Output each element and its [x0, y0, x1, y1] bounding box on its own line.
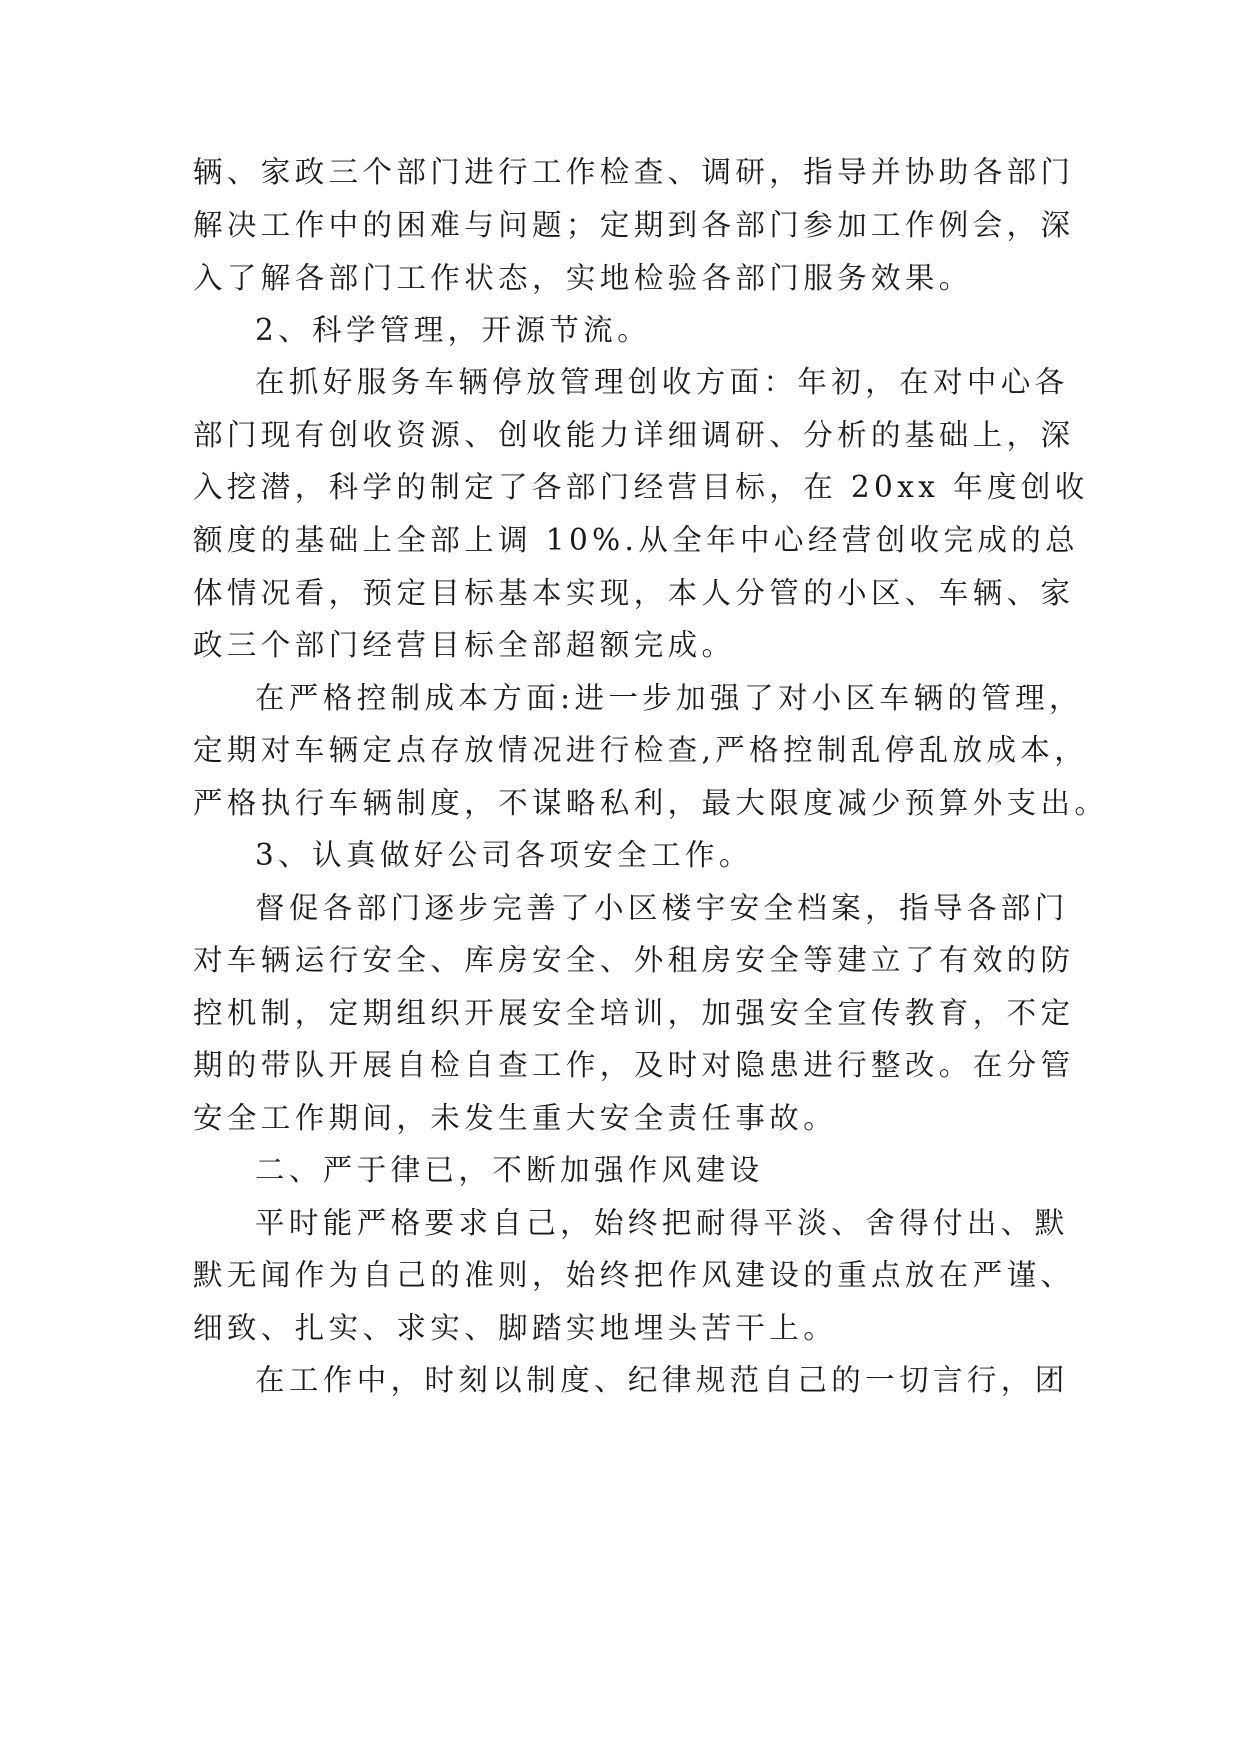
text-line: 对车辆运行安全、库房安全、外租房安全等建立了有效的防 [193, 943, 1075, 977]
text-line: 默无闻作为自己的准则，始终把作风建设的重点放在严谨、 [193, 1258, 1075, 1292]
section-heading: 二、严于律已，不断加强作风建设 [255, 1153, 764, 1187]
text-line: 细致、扎实、求实、脚踏实地埋头苦干上。 [193, 1311, 838, 1345]
text-line: 严格执行车辆制度，不谋略私利，最大限度减少预算外支出。 [193, 786, 1109, 820]
text-line: 政三个部门经营目标全部超额完成。 [193, 628, 736, 662]
text-line: 解决工作中的困难与问题；定期到各部门参加工作例会，深 [193, 208, 1075, 242]
text-line: 平时能严格要求自己，始终把耐得平淡、舍得付出、默 [255, 1206, 1069, 1240]
section-heading: 3、认真做好公司各项安全工作。 [255, 838, 753, 872]
text-line: 部门现有创收资源、创收能力详细调研、分析的基础上，深 [193, 418, 1075, 452]
text-line: 安全工作期间，未发生重大安全责任事故。 [193, 1101, 838, 1135]
text-line: 定期对车辆定点存放情况进行检查,严格控制乱停乱放成本， [193, 733, 1089, 767]
text-line: 体情况看，预定目标基本实现，本人分管的小区、车辆、家 [193, 576, 1075, 610]
text-line: 在工作中，时刻以制度、纪律规范自己的一切言行，团 [255, 1363, 1069, 1397]
text-line: 控机制，定期组织开展安全培训，加强安全宣传教育，不定 [193, 996, 1075, 1030]
text-line: 期的带队开展自检自查工作，及时对隐患进行整改。在分管 [193, 1048, 1075, 1082]
text-line: 督促各部门逐步完善了小区楼宇安全档案，指导各部门 [255, 891, 1069, 925]
text-line: 辆、家政三个部门进行工作检查、调研，指导并协助各部门 [193, 155, 1075, 189]
text-line: 额度的基础上全部上调 10%.从全年中心经营创收完成的总 [193, 523, 1080, 557]
text-line: 在抓好服务车辆停放管理创收方面：年初，在对中心各 [255, 365, 1069, 399]
text-line: 入挖潜，科学的制定了各部门经营目标，在 20xx 年度创收 [193, 470, 1089, 504]
text-line: 在严格控制成本方面:进一步加强了对小区车辆的管理， [255, 681, 1083, 715]
text-line: 入了解各部门工作状态，实地检验各部门服务效果。 [193, 261, 973, 295]
section-heading: 2、科学管理，开源节流。 [255, 313, 652, 347]
